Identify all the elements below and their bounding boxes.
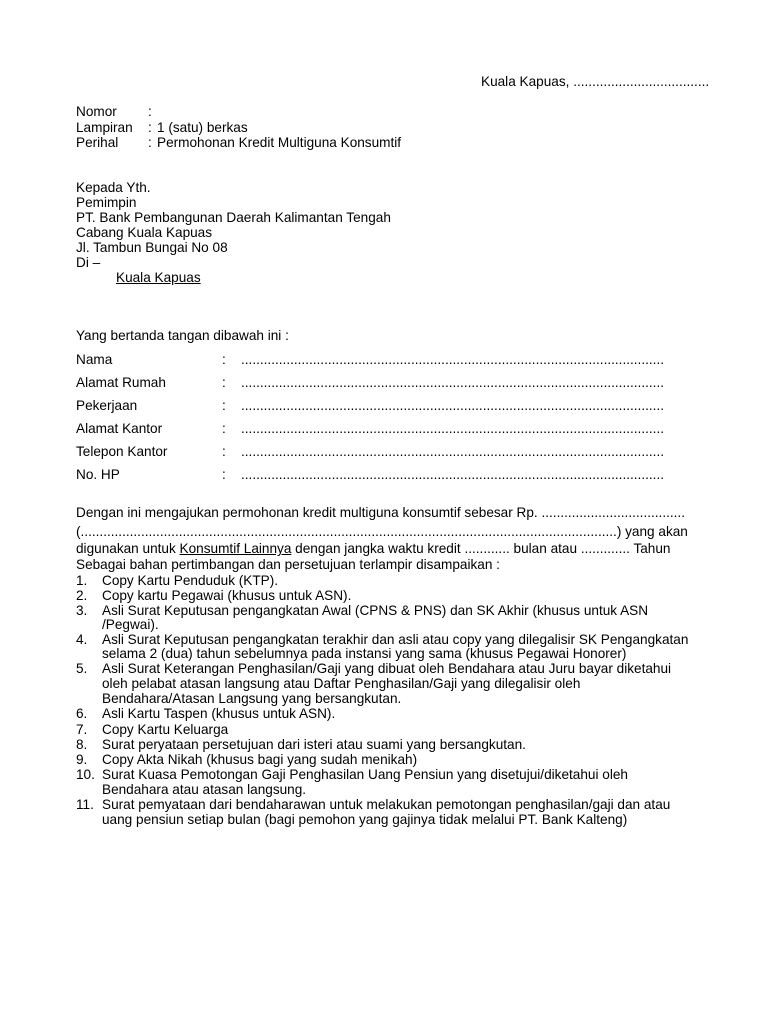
- field-sep: :: [222, 375, 226, 390]
- request-text: dengan jangka waktu kredit ............ bulan atau ............. Tahun: [291, 541, 671, 556]
- list-number: 8.: [76, 737, 88, 752]
- field-label: Nama: [76, 352, 113, 367]
- field-sep: :: [222, 398, 226, 413]
- recipient-line: Cabang Kuala Kapuas: [76, 225, 213, 240]
- list-number: 6.: [76, 706, 88, 721]
- recipient-city: Kuala Kapuas: [116, 270, 201, 285]
- field-value: ................................................................................................................: [241, 421, 664, 436]
- list-item: oleh pelabat atasan langsung atau Daftar Penghasilan/Gaji yang dilegalisir oleh: [102, 676, 581, 691]
- list-item: Surat peryataan persetujuan dari isteri atau suami yang bersangkutan.: [102, 737, 526, 752]
- list-item: Bendahara/Atasan Langsung yang bersangkutan.: [102, 691, 402, 706]
- list-item: Copy Kartu Penduduk (KTP).: [102, 573, 279, 588]
- request-text: digunakan untuk: [76, 541, 180, 556]
- list-number: 2.: [76, 588, 88, 603]
- list-number: 9.: [76, 752, 88, 767]
- field-value: ................................................................................................................: [241, 398, 664, 413]
- list-number: 3.: [76, 603, 88, 618]
- field-label: Alamat Kantor: [76, 421, 163, 436]
- recipient-line: Jl. Tambun Bungai No 08: [76, 240, 228, 255]
- lampiran-label: Lampiran: [76, 120, 133, 135]
- lampiran-value: 1 (satu) berkas: [157, 120, 248, 135]
- perihal-label: Perihal: [76, 135, 119, 150]
- lampiran-sep: :: [148, 120, 152, 135]
- list-number: 10.: [76, 767, 95, 782]
- list-item: Asli Surat Keterangan Penghasilan/Gaji yang dibuat oleh Bendahara atau Juru bayar diketahui: [102, 661, 672, 676]
- place-date: Kuala Kapuas, ....................................: [481, 74, 710, 89]
- field-value: ................................................................................................................: [241, 375, 664, 390]
- list-item: Asli Surat Keputusan pengangkatan Awal (CPNS & PNS) dan SK Akhir (khusus untuk ASN: [102, 603, 649, 618]
- list-item: Asli Surat Keputusan pengangkatan terakhir dan asli atau copy yang dilegalisir SK Pengangkatan: [102, 632, 689, 647]
- recipient-line: Pemimpin: [76, 195, 137, 210]
- list-number: 11.: [76, 797, 94, 812]
- list-item: Asli Kartu Taspen (khusus untuk ASN).: [102, 706, 336, 721]
- recipient-line: PT. Bank Pembangunan Daerah Kalimantan Tengah: [76, 210, 391, 225]
- list-item: /Pegwai).: [102, 617, 159, 632]
- nomor-sep: :: [148, 104, 152, 119]
- perihal-sep: :: [148, 135, 152, 150]
- list-number: 1.: [76, 573, 88, 588]
- field-label: No. HP: [76, 467, 120, 482]
- list-item: Copy Akta Nikah (khusus bagi yang sudah menikah): [102, 752, 418, 767]
- perihal-value: Permohonan Kredit Multiguna Konsumtif: [157, 135, 402, 150]
- list-item: Surat Kuasa Pemotongan Gaji Penghasilan Uang Pensiun yang disetujui/diketahui oleh: [102, 767, 628, 782]
- field-sep: :: [222, 421, 226, 436]
- attachments-intro: Sebagai bahan pertimbangan dan persetujuan terlampir disampaikan :: [76, 557, 500, 572]
- recipient-line: Di –: [76, 255, 101, 270]
- loan-purpose: Konsumtif Lainnya: [179, 541, 292, 556]
- request-line: [76, 541, 670, 556]
- field-label: Telepon Kantor: [76, 444, 168, 459]
- nomor-label: Nomor: [76, 104, 117, 119]
- field-value: ................................................................................................................: [241, 444, 664, 459]
- field-sep: :: [222, 444, 226, 459]
- list-item: Copy kartu Pegawai (khusus untuk ASN).: [102, 588, 352, 603]
- list-number: 5.: [76, 661, 88, 676]
- list-item: Copy Kartu Keluarga: [102, 722, 229, 737]
- field-sep: :: [222, 352, 226, 367]
- list-item: uang pensiun setiap bulan (bagi pemohon yang gajinya tidak melalui PT. Bank Kalteng): [102, 812, 628, 827]
- field-sep: :: [222, 467, 226, 482]
- list-number: 4.: [76, 632, 88, 647]
- request-line: (..............................................................................................................................................) yang akan: [76, 524, 688, 539]
- field-value: ................................................................................................................: [241, 352, 664, 367]
- field-label: Alamat Rumah: [76, 375, 166, 390]
- field-value: ................................................................................................................: [241, 467, 664, 482]
- list-item: selama 2 (dua) tahun sebelumnya pada instansi yang sama (khusus Pegawai Honorer): [102, 646, 627, 661]
- list-item: Surat pemyataan dari bendaharawan untuk melakukan pemotongan penghasilan/gaji dan atau: [102, 797, 671, 812]
- field-label: Pekerjaan: [76, 398, 138, 413]
- list-number: 7.: [76, 722, 88, 737]
- recipient-line: Kepada Yth.: [76, 180, 151, 195]
- intro-text: Yang bertanda tangan dibawah ini :: [76, 328, 289, 343]
- list-item: Bendahara atau atasan langsung.: [102, 782, 307, 797]
- request-line: Dengan ini mengajukan permohonan kredit multiguna konsumtif sebesar Rp. ......................................: [76, 505, 685, 520]
